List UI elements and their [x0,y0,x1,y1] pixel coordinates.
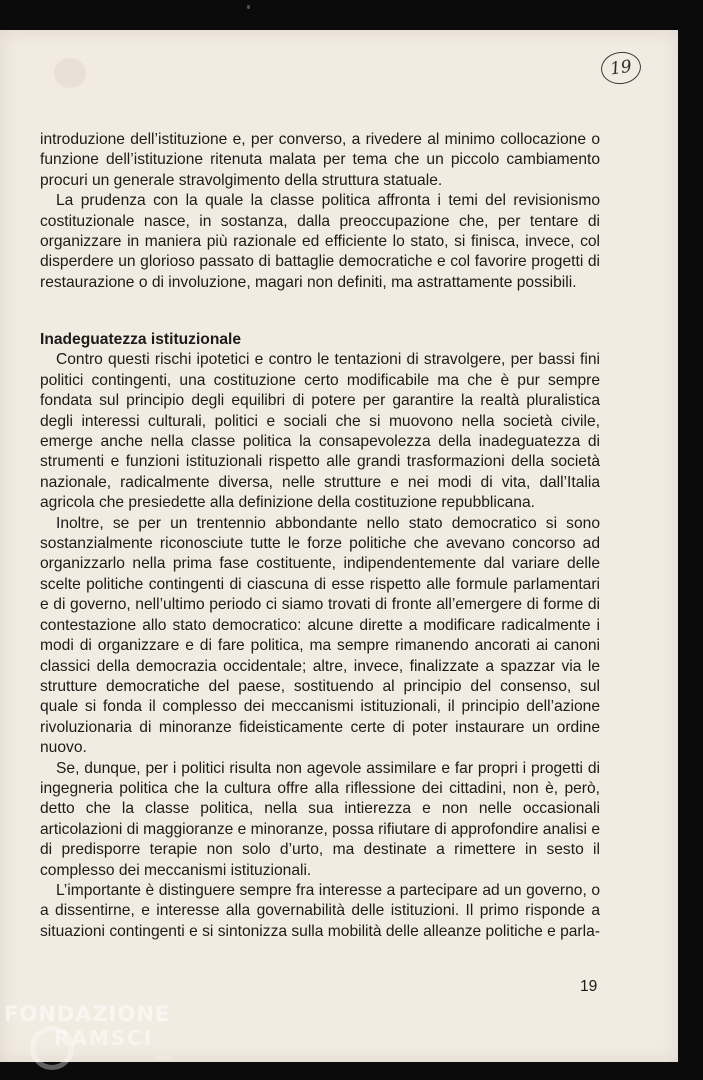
faded-stamp [54,58,86,88]
watermark-line2: RAMSCI [54,1026,154,1050]
paragraph: Se, dunque, per i politici risulta non agevole assimilare e far propri i progetti di ingegneria politica che la cultura offre alla riflessione dei cittadini, non è, però, detto che la classe politica, nella sua intierezza e non nelle occasionali articolazioni di maggioranze e minoranze, possa rifiutare di approfondire analisi e di predisporre terapie non solo d’urto, ma destinate a rimettere in sesto il complesso dei meccanismi istituzionali. [40,759,600,879]
page-number: 19 [580,978,598,995]
watermark-small: onlus [154,1054,173,1062]
paragraph: L’importante è distinguere sempre fra interesse a partecipare ad un governo, o a dissentirne, e interesse alla governabilità delle istituzioni. Il primo risponde a situazioni contingenti e si sintonizza sulla mobilità delle alleanze politiche e parla- [40,881,600,940]
paragraph: La prudenza con la quale la classe politica affronta i temi del revisionismo costituzionale nasce, in sostanza, dalla preoccupazione che, per tentare di organizzare in maniera più razionale ed efficiente lo stato, si finisca, invece, col disperdere un glorioso passato di battaglie democratiche e col favorire progetti di restaurazione o di involuzione, magari non definiti, ma astrattamente possibili. [40,192,600,291]
paragraph: introduzione dell’istituzione e, per converso, a rivedere al minimo collocazione o funzione dell’istituzione ritenuta malata per tema che un piccolo cambiamento procuri un generale stravolgimento della struttura statuale. [40,131,600,189]
text-block-top [40,130,600,293]
text-block-section [40,330,600,942]
scan-speck [247,5,250,9]
handwritten-page-number: 19 [599,49,643,86]
paragraph: Inoltre, se per un trentennio abbondante nello stato democratico si sono sostanzialmente riconosciute tutte le forze politiche che avevano concorso ad organizzarlo nella prima fase costituente, indipendentemente dal variare delle scelte politiche contingenti di ciascuna di esse rispetto alle formule parlamentari e di governo, nell’ultimo periodo ci siamo trovati di fronte all’emergere di forme di contestazione allo stato democratico: alcune dirette a modificare radicalmente i modi di organizzare e di fare politica, ma sempre rimanendo ancorati ai canoni classici della democrazia occidentale; altre, invece, finalizzate a spazzar via le strutture democratiche del paese, sostituendo al principio del consenso, sul quale si fonda il complesso dei meccanismi istituzionali, il principio dell’azione rivoluzionaria di minoranze fideisticamente certe di poter instaurare un ordine nuovo. [40,514,600,757]
fondazione-gramsci-watermark [4,1000,184,1080]
document-page [0,30,678,1062]
section-heading: Inadeguatezza istituzionale [40,331,242,348]
watermark-line1: FONDAZIONE [4,1002,171,1026]
paragraph: Contro questi rischi ipotetici e contro le tentazioni di stravolgere, per bassi fini politici contingenti, una costituzione certo modificabile ma che è pur sempre fondata sul principio degli equilibri di potere per garantire la realtà pluralistica degli interessi culturali, politici e sociali che si muovono nella società civile, emerge anche nella classe politica la consapevolezza della inadeguatezza di strumenti e funzioni istituzionali rispetto alle grandi trasformazioni della società nazionale, radicalmente diversa, nelle strutture e nei modi di vita, dall’Italia agricola che presiedette alla definizione della costituzione repubblicana. [40,351,600,512]
